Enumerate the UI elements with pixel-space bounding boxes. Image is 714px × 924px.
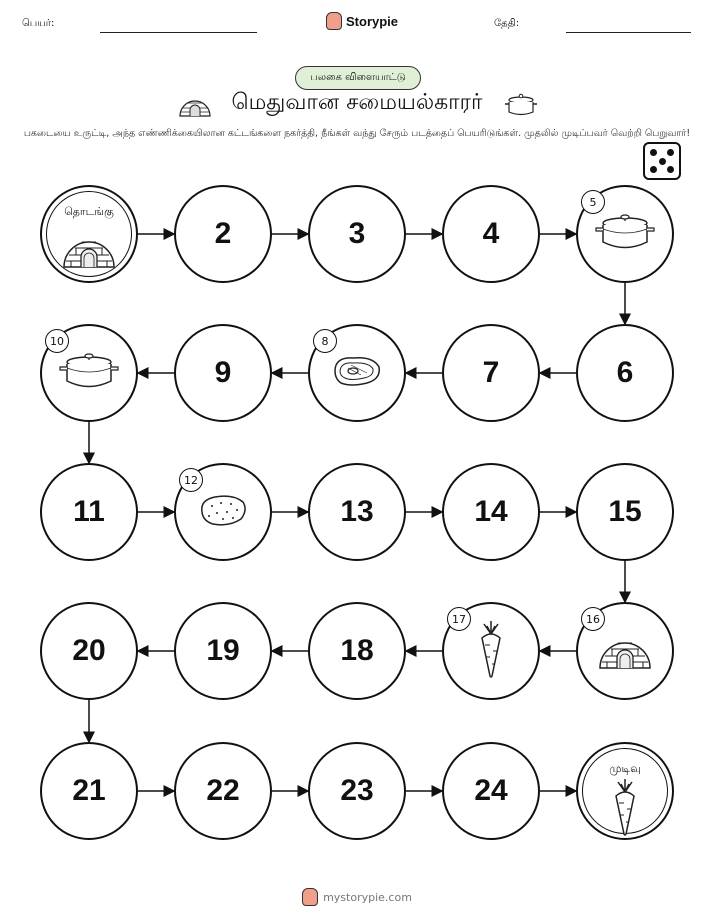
space-number: 19 [206, 634, 240, 667]
date-label: தேதி: [494, 18, 520, 29]
space-number: 21 [72, 774, 106, 807]
space-number: 4 [482, 217, 500, 250]
category-badge: பலகை விளையாட்டு [295, 66, 421, 90]
board-space-14 [442, 463, 540, 561]
space-number: 14 [474, 495, 508, 528]
board-space-21 [40, 742, 138, 840]
space-number: 22 [206, 774, 240, 807]
pot-icon [594, 211, 656, 257]
board-space-7 [442, 324, 540, 422]
board-space-3 [308, 185, 406, 283]
board-space-15 [576, 463, 674, 561]
space-number: 6 [616, 356, 634, 389]
space-number: 13 [340, 495, 374, 528]
board-space-4 [442, 185, 540, 283]
potato-icon [197, 492, 249, 532]
board-space-20 [40, 602, 138, 700]
space-number: 18 [340, 634, 374, 667]
board-space-2 [174, 185, 272, 283]
space-number: 15 [608, 495, 642, 528]
instructions: பகடையை உருட்டி, அந்த எண்ணிக்கையிலான கட்டங்களை நகர்த்தி, நீங்கள் வந்து சேரும் படத்தைப் பெயரிடுங்கள். முதலில் முடிப்பவர் வெற்றி பெறுவார்! [23, 128, 691, 139]
space-number-badge: 5 [581, 190, 605, 214]
board-space-19 [174, 602, 272, 700]
space-number-badge: 16 [581, 607, 605, 631]
board-space-18 [308, 602, 406, 700]
steak-icon [331, 353, 383, 393]
space-number: 3 [348, 217, 366, 250]
brand-name: Storypie [346, 13, 399, 29]
finish-label: முடிவு [609, 762, 641, 775]
start-space [40, 185, 138, 283]
footer-url[interactable]: mystorypie.com [323, 890, 412, 904]
space-number: 7 [482, 356, 500, 389]
finish-space [576, 742, 674, 840]
board-space-24 [442, 742, 540, 840]
pot-icon [58, 350, 120, 396]
space-number: 24 [474, 774, 508, 807]
carrot-icon [476, 620, 506, 682]
start-label: தொடங்கு [64, 205, 114, 218]
space-number-badge: 8 [313, 329, 337, 353]
space-number: 20 [72, 634, 106, 667]
space-number: 2 [214, 217, 232, 250]
igloo-icon [597, 628, 653, 674]
space-number: 11 [73, 495, 105, 528]
carrot-icon [578, 778, 672, 840]
space-number-badge: 17 [447, 607, 471, 631]
space-number: 23 [340, 774, 374, 807]
space-number: 9 [214, 356, 232, 389]
board-space-9 [174, 324, 272, 422]
footer [0, 888, 714, 906]
board-space-13 [308, 463, 406, 561]
board-space-22 [174, 742, 272, 840]
board-space-6 [576, 324, 674, 422]
board-space-23 [308, 742, 406, 840]
space-number-badge: 12 [179, 468, 203, 492]
igloo-icon [42, 227, 136, 273]
space-number-badge: 10 [45, 329, 69, 353]
board-space-11 [40, 463, 138, 561]
pig-mascot-icon [302, 888, 318, 906]
page-title: மெதுவான சமையல்காரர் [231, 90, 483, 115]
name-label: பெயர்: [22, 18, 55, 29]
